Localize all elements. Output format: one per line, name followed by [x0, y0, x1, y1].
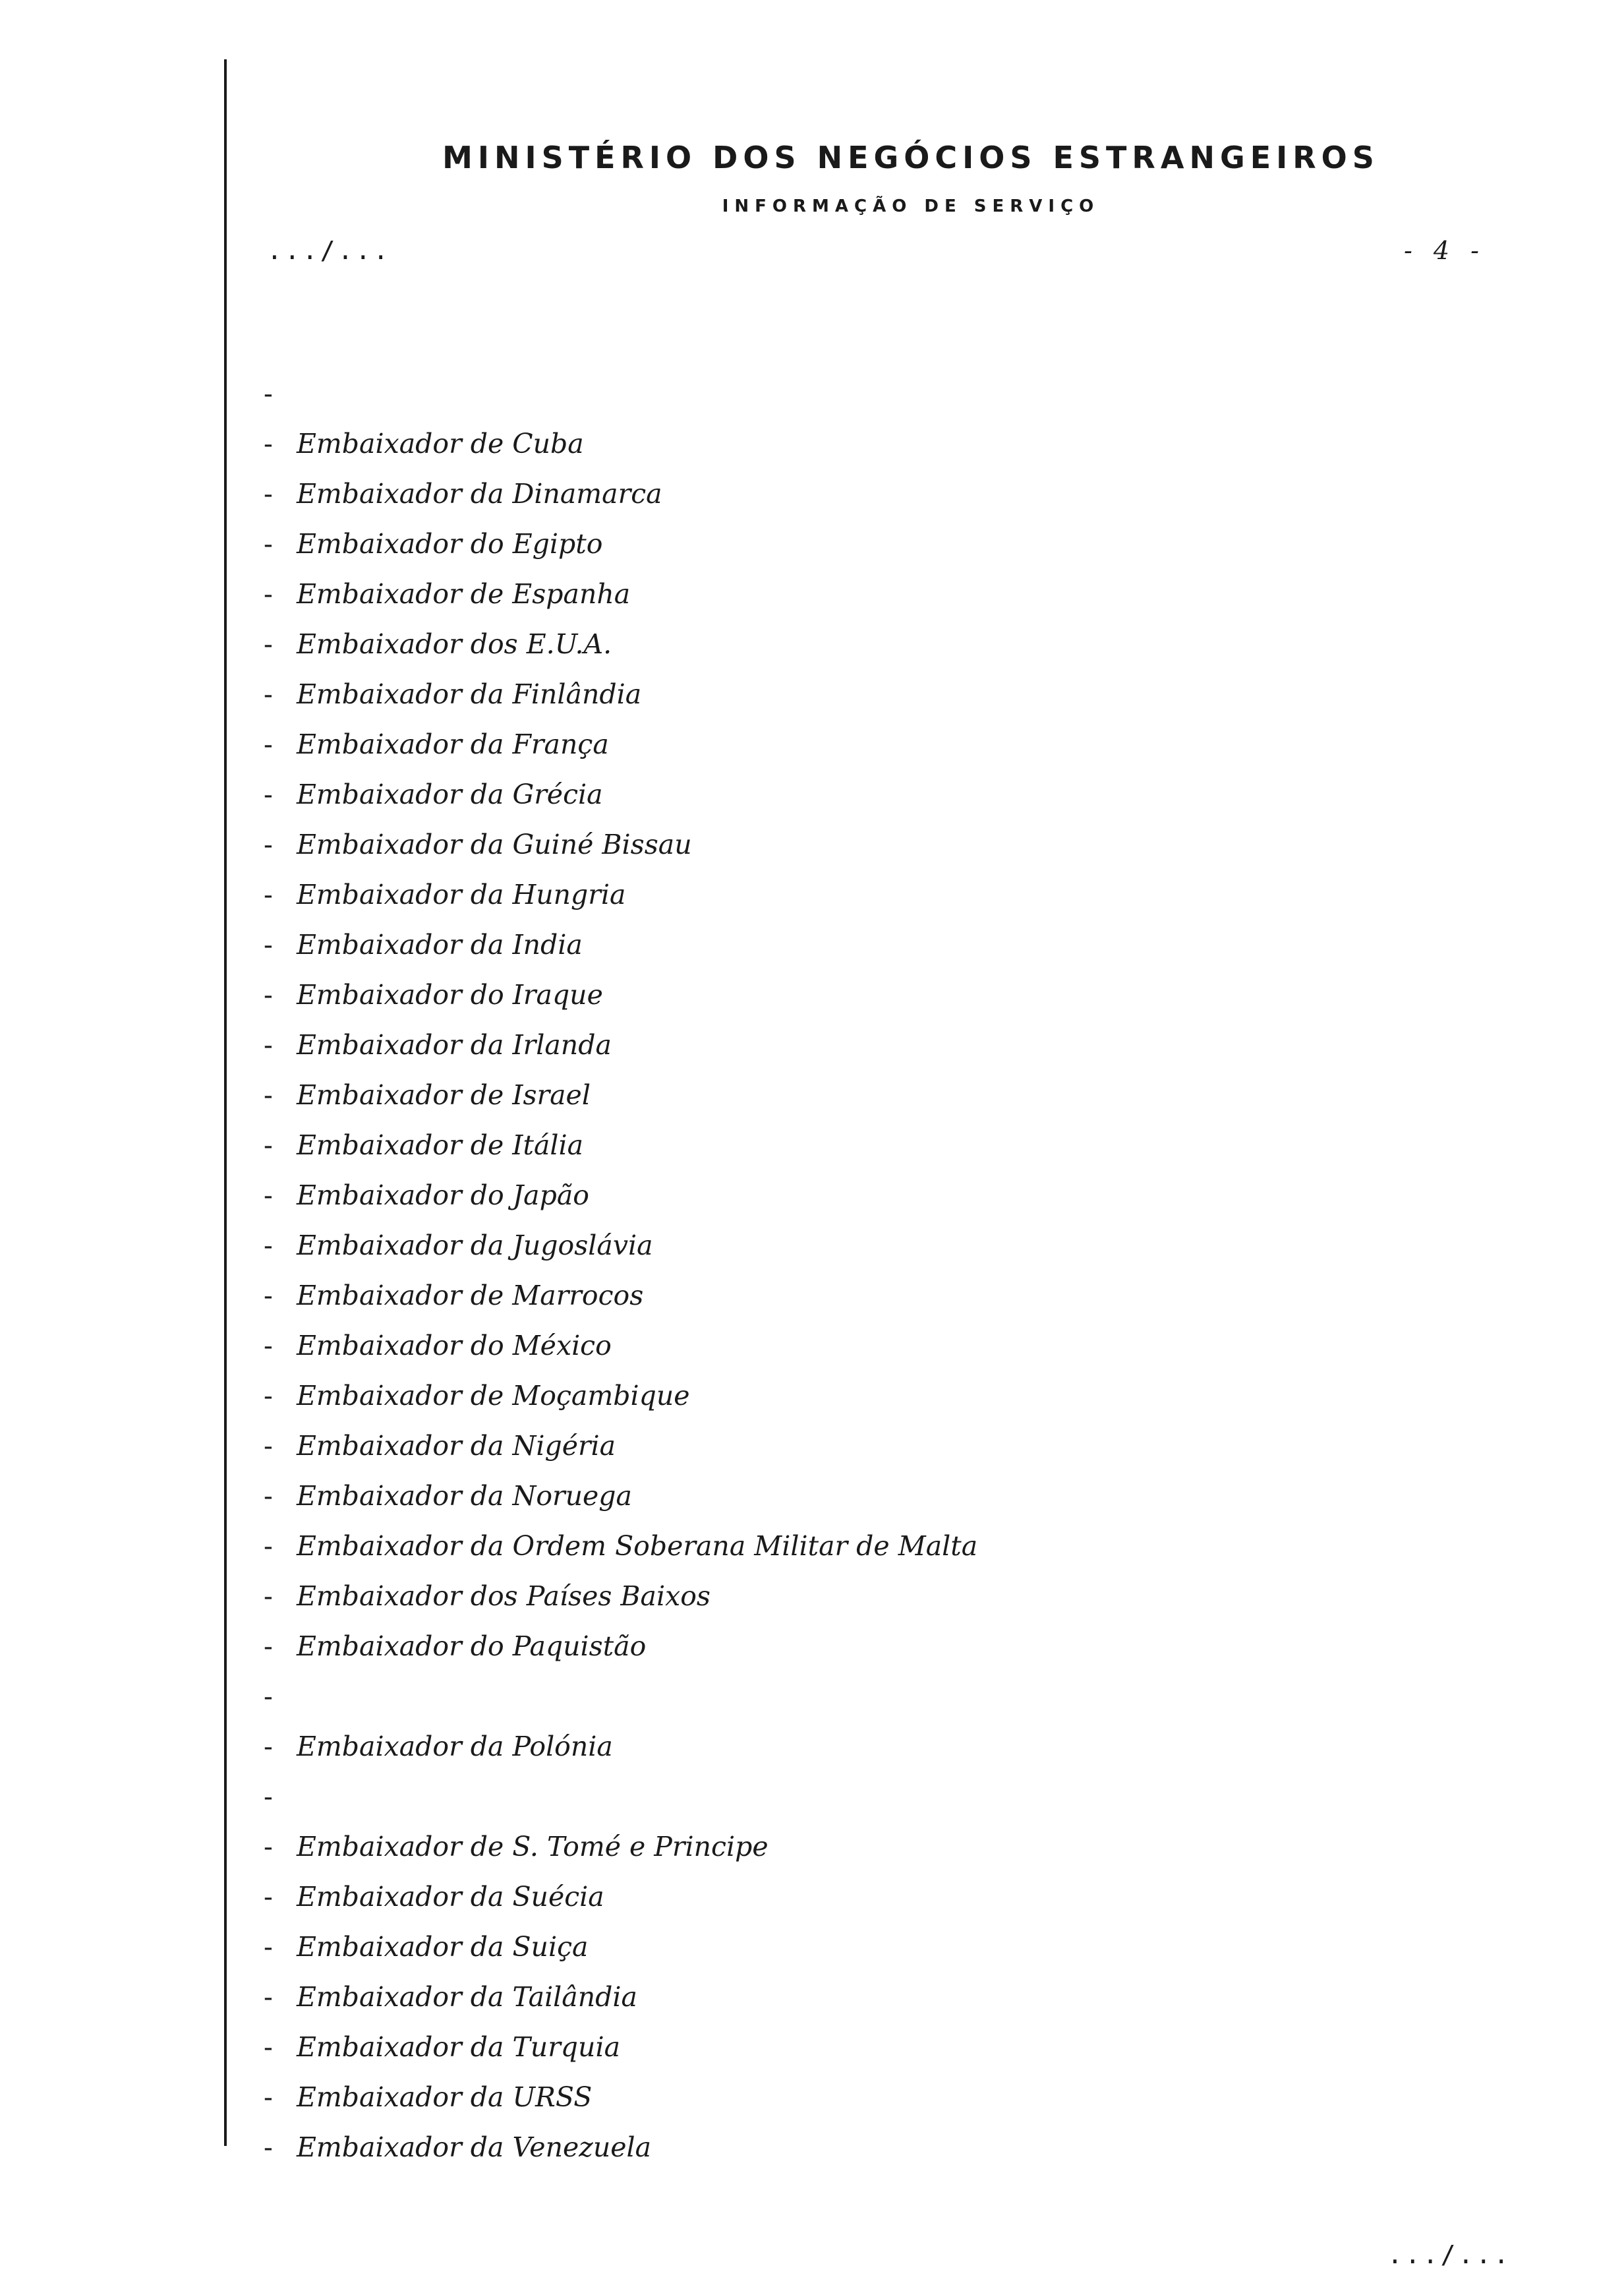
list-item: [264, 569, 977, 619]
list-item-label: Embaixador de Cuba: [297, 428, 584, 460]
list-item: [264, 1771, 977, 1822]
list-dash: -: [264, 779, 273, 810]
list-item-label: Embaixador da Grécia: [297, 779, 603, 810]
list-item-label: Embaixador da Tailândia: [297, 1981, 637, 2013]
list-dash: -: [264, 1530, 273, 1562]
list-dash: -: [264, 428, 273, 460]
list-item: [264, 1872, 977, 1922]
list-item-label: Embaixador de Espanha: [297, 578, 631, 610]
list-item: [264, 1321, 977, 1371]
document-subtitle: INFORMAÇÃO DE SERVIÇO: [722, 196, 1100, 216]
list-dash: -: [264, 678, 273, 710]
list-dash: -: [264, 478, 273, 510]
list-item-label: Embaixador da Nigéria: [297, 1430, 616, 1462]
list-dash: -: [264, 1781, 273, 1812]
list-item-label: Embaixador da Venezuela: [297, 2131, 652, 2163]
list-item: [264, 1571, 977, 1621]
list-item: [264, 419, 977, 469]
list-item: [264, 1170, 977, 1220]
list-item: [264, 1471, 977, 1521]
list-dash: -: [264, 2031, 273, 2063]
list-item-label: Embaixador da Hungria: [297, 879, 626, 910]
list-dash: -: [264, 378, 273, 409]
list-item: [264, 369, 977, 419]
list-item: [264, 819, 977, 870]
list-dash: -: [264, 1079, 273, 1111]
list-dash: -: [264, 1931, 273, 1963]
list-item-label: Embaixador de Moçambique: [297, 1380, 690, 1412]
ambassador-list: [264, 369, 977, 2172]
list-dash: -: [264, 1330, 273, 1361]
list-item-label: Embaixador de Marrocos: [297, 1280, 644, 1311]
list-item: [264, 1972, 977, 2022]
list-dash: -: [264, 829, 273, 860]
list-item: [264, 669, 977, 719]
list-item-label: Embaixador da Finlândia: [297, 678, 642, 710]
list-item-label: Embaixador do Paquistão: [297, 1630, 647, 1662]
list-item: [264, 1671, 977, 1721]
list-dash: -: [264, 1480, 273, 1512]
list-dash: -: [264, 1831, 273, 1862]
list-dash: -: [264, 979, 273, 1011]
list-dash: -: [264, 1029, 273, 1061]
continuation-mark-top: .../...: [267, 236, 392, 265]
list-item: [264, 1270, 977, 1321]
list-item-label: Embaixador de Itália: [297, 1129, 584, 1161]
list-item-label: Embaixador da URSS: [297, 2081, 593, 2113]
list-dash: -: [264, 1680, 273, 1712]
list-item-label: Embaixador do Egipto: [297, 528, 603, 560]
list-item-label: Embaixador da Guiné Bissau: [297, 829, 692, 860]
ministry-title: MINISTÉRIO DOS NEGÓCIOS ESTRANGEIROS: [442, 140, 1379, 175]
list-dash: -: [264, 628, 273, 660]
list-item-label: Embaixador da Suiça: [297, 1931, 589, 1963]
list-item: [264, 469, 977, 519]
list-item-label: Embaixador da Dinamarca: [297, 478, 662, 510]
list-item-label: Embaixador da Noruega: [297, 1480, 632, 1512]
list-item-label: Embaixador da Turquia: [297, 2031, 621, 2063]
list-item-label: Embaixador do México: [297, 1330, 612, 1361]
list-item: [264, 2122, 977, 2172]
left-margin-rule: [224, 59, 227, 2146]
list-item: [264, 519, 977, 569]
list-item-label: Embaixador de Israel: [297, 1079, 591, 1111]
list-dash: -: [264, 1881, 273, 1913]
list-item-label: Embaixador da França: [297, 728, 609, 760]
page-number: - 4 -: [1404, 236, 1486, 265]
list-dash: -: [264, 578, 273, 610]
list-dash: -: [264, 1430, 273, 1462]
list-item-label: Embaixador do Japão: [297, 1179, 589, 1211]
list-item: [264, 1621, 977, 1671]
list-item: [264, 970, 977, 1020]
list-item-label: Embaixador da Polónia: [297, 1731, 613, 1762]
list-item: [264, 2022, 977, 2072]
list-item: [264, 1421, 977, 1471]
list-item: [264, 1521, 977, 1571]
list-item: [264, 2072, 977, 2122]
list-dash: -: [264, 1280, 273, 1311]
list-dash: -: [264, 728, 273, 760]
list-item-label: Embaixador da India: [297, 929, 583, 961]
list-item: [264, 1371, 977, 1421]
list-item-label: Embaixador dos E.U.A.: [297, 628, 612, 660]
list-dash: -: [264, 1731, 273, 1762]
list-dash: -: [264, 1981, 273, 2013]
list-dash: -: [264, 1580, 273, 1612]
list-dash: -: [264, 2131, 273, 2163]
list-item: [264, 619, 977, 669]
list-item: [264, 769, 977, 819]
list-dash: -: [264, 1380, 273, 1412]
list-item-label: Embaixador da Irlanda: [297, 1029, 612, 1061]
list-item: [264, 1070, 977, 1120]
list-item-label: Embaixador de S. Tomé e Principe: [297, 1831, 768, 1862]
list-dash: -: [264, 929, 273, 961]
list-item: [264, 1822, 977, 1872]
list-item-label: Embaixador dos Países Baixos: [297, 1580, 710, 1612]
list-item-label: Embaixador da Suécia: [297, 1881, 604, 1913]
list-dash: -: [264, 1129, 273, 1161]
list-item: [264, 1721, 977, 1771]
list-dash: -: [264, 2081, 273, 2113]
list-item: [264, 1120, 977, 1170]
list-item: [264, 870, 977, 920]
continuation-mark-bottom: .../...: [1387, 2240, 1512, 2269]
list-dash: -: [264, 1179, 273, 1211]
list-dash: -: [264, 528, 273, 560]
list-item-label: Embaixador da Ordem Soberana Militar de Malta: [297, 1530, 978, 1562]
list-item-label: Embaixador do Iraque: [297, 979, 603, 1011]
list-item: [264, 920, 977, 970]
list-item: [264, 1922, 977, 1972]
list-dash: -: [264, 879, 273, 910]
list-item-label: Embaixador da Jugoslávia: [297, 1230, 653, 1261]
list-item: [264, 1220, 977, 1270]
list-item: [264, 1020, 977, 1070]
list-dash: -: [264, 1230, 273, 1261]
list-item: [264, 719, 977, 769]
list-dash: -: [264, 1630, 273, 1662]
